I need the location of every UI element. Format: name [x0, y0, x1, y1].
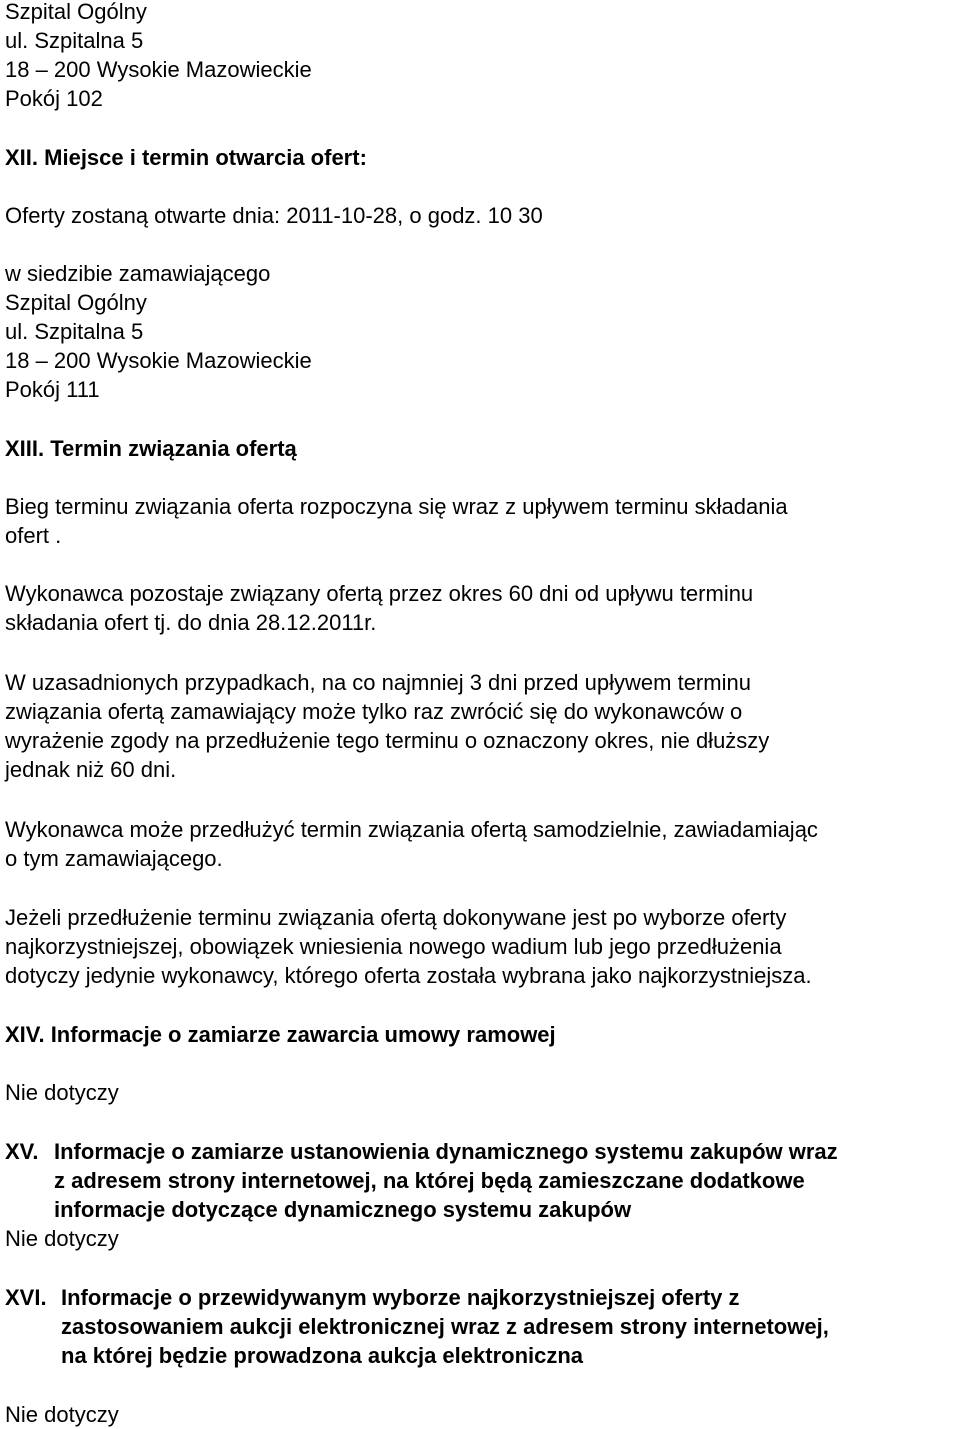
paragraph-line: składania ofert tj. do dnia 28.12.2011r. — [5, 610, 377, 635]
address-line: ul. Szpitalna 5 — [5, 319, 144, 344]
address-line: w siedzibie zamawiającego — [5, 261, 271, 286]
paragraph-line: Bieg terminu związania oferta rozpoczyna się wraz z upływem terminu składania — [5, 494, 788, 519]
section-title-line: Informacje o zamiarze ustanowienia dynamicznego systemu zakupów wraz — [54, 1139, 838, 1164]
section-title-line: na której będzie prowadzona aukcja elektroniczna — [61, 1343, 584, 1368]
paragraph-line: Jeżeli przedłużenie terminu związania ofertą dokonywane jest po wyborze oferty — [5, 905, 787, 930]
paragraph-line: dotyczy jedynie wykonawcy, którego oferta została wybrana jako najkorzystniejsza. — [5, 963, 812, 988]
section-title: Miejsce i termin otwarcia ofert: — [44, 145, 367, 170]
paragraph-line: ofert . — [5, 523, 62, 548]
not-applicable-text: Nie dotyczy — [5, 1402, 119, 1427]
section-title-line: informacje dotyczące dynamicznego systemu zakupów — [54, 1197, 632, 1222]
address-line: Pokój 102 — [5, 86, 103, 111]
paragraph-line: jednak niż 60 dni. — [5, 757, 177, 782]
paragraph-line: wyrażenie zgody na przedłużenie tego terminu o oznaczony okres, nie dłuższy — [5, 728, 770, 753]
address-line: ul. Szpitalna 5 — [5, 28, 144, 53]
paragraph-line: o tym zamawiającego. — [5, 846, 223, 871]
paragraph-line: Wykonawca pozostaje związany ofertą przez okres 60 dni od upływu terminu — [5, 581, 754, 606]
paragraph-line: Wykonawca może przedłużyć termin związania ofertą samodzielnie, zawiadamiając — [5, 817, 818, 842]
address-line: Pokój 111 — [5, 377, 100, 402]
not-applicable-text: Nie dotyczy — [5, 1080, 119, 1105]
address-line: Szpital Ogólny — [5, 0, 147, 24]
section-title-line: z adresem strony internetowej, na której będą zamieszczane dodatkowe — [54, 1168, 805, 1193]
section-number: XV. — [5, 1139, 39, 1164]
section-title-line: zastosowaniem aukcji elektronicznej wraz z adresem strony internetowej, — [61, 1314, 829, 1339]
section-title-line: Informacje o przewidywanym wyborze najkorzystniejszej oferty z — [61, 1285, 740, 1310]
paragraph-line: W uzasadnionych przypadkach, na co najmniej 3 dni przed upływem terminu — [5, 670, 751, 695]
not-applicable-text: Nie dotyczy — [5, 1226, 119, 1251]
paragraph-line: związania ofertą zamawiający może tylko raz zwrócić się do wykonawców o — [5, 699, 743, 724]
section-heading-xiv — [5, 1020, 556, 1049]
section-number: XII. — [5, 145, 39, 170]
section-title: Termin związania ofertą — [50, 436, 297, 461]
address-line: 18 – 200 Wysokie Mazowieckie — [5, 348, 312, 373]
section-number: XIV. — [5, 1022, 45, 1047]
section-number: XVI. — [5, 1285, 47, 1310]
section-title: Informacje o zamiarze zawarcia umowy ramowej — [50, 1022, 556, 1047]
section-heading-xiii — [5, 434, 297, 463]
opening-date-line: Oferty zostaną otwarte dnia: 2011-10-28, o godz. 10 30 — [5, 203, 543, 228]
address-line: Szpital Ogólny — [5, 290, 147, 315]
address-line: 18 – 200 Wysokie Mazowieckie — [5, 57, 312, 82]
section-number: XIII. — [5, 436, 45, 461]
section-heading-xii — [5, 143, 367, 172]
paragraph-line: najkorzystniejszej, obowiązek wniesienia nowego wadium lub jego przedłużenia — [5, 934, 782, 959]
